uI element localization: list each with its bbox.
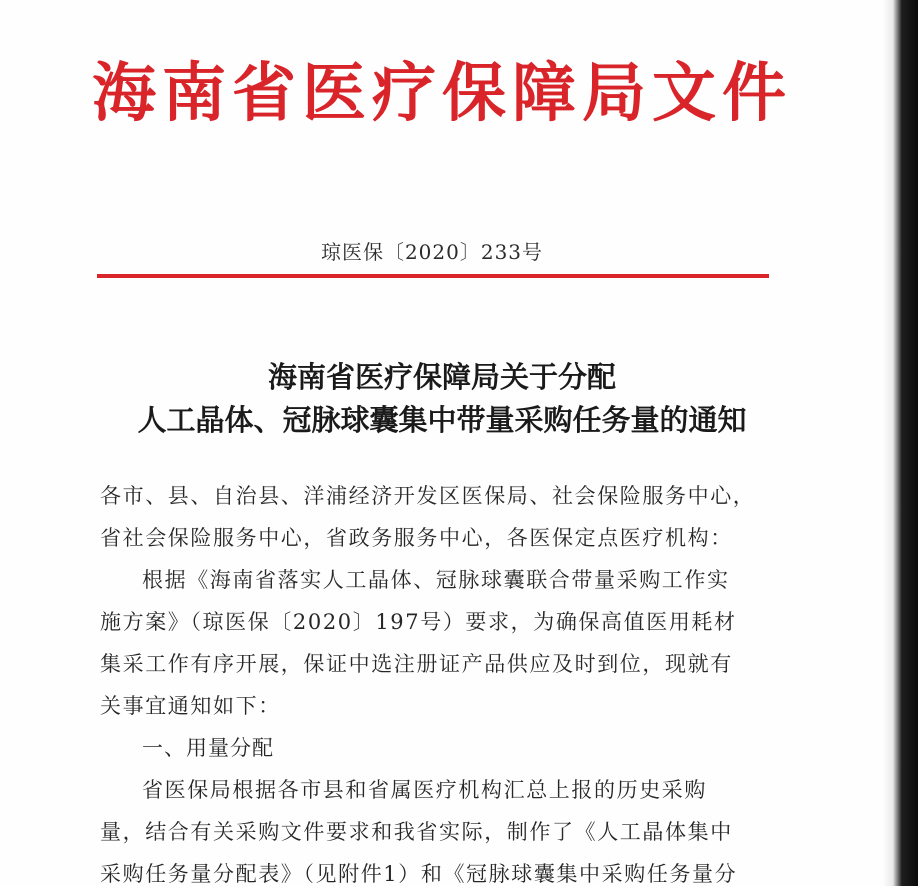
body-line-4: 施方案》（琼医保〔2020〕197号）要求，为确保高值医用耗材 [100,610,737,634]
red-divider [97,274,769,278]
notice-title-line-1: 海南省医疗保障局关于分配 [267,360,616,394]
section-heading-1: 一、用量分配 [142,736,274,760]
notice-title-line-2: 人工晶体、冠脉球囊集中带量采购任务量的通知 [137,403,747,437]
body-line-8: 省医保局根据各市县和省属医疗机构汇总上报的历史采购 [142,778,707,802]
body-line-5: 集采工作有序开展，保证中选注册证产品供应及时到位，现就有 [100,652,733,676]
document-header-title: 海南省医疗保障局文件 [92,56,792,131]
body-line-3: 根据《海南省落实人工晶体、冠脉球囊联合带量采购工作实 [142,568,730,592]
body-line-9: 量，结合有关采购文件要求和我省实际，制作了《人工晶体集中 [100,820,733,844]
body-line-2: 省社会保险服务中心，省政务服务中心，各医保定点医疗机构： [100,526,733,550]
body-line-10: 采购任务量分配表》（见附件1）和《冠脉球囊集中采购任务量分 [100,862,738,886]
body-line-6: 关事宜通知如下： [100,694,281,718]
document-number: 琼医保〔2020〕233号 [320,240,544,264]
page-edge-shadow [882,0,918,886]
body-line-1: 各市、县、自治县、洋浦经济开发区医保局、社会保险服务中心， [100,484,756,508]
